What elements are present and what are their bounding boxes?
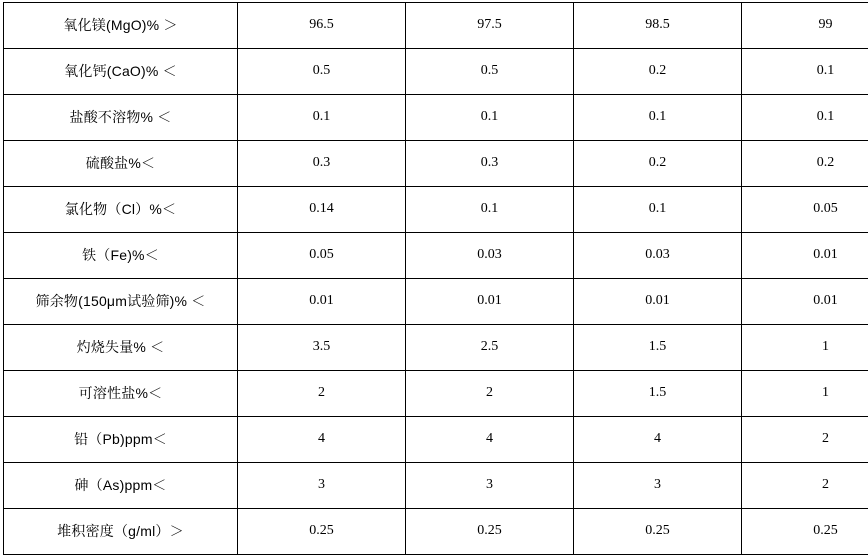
row-value: 97.5 [406, 3, 574, 49]
row-value: 0.1 [406, 187, 574, 233]
row-value: 0.5 [406, 49, 574, 95]
row-value: 0.01 [742, 279, 868, 325]
row-value: 0.25 [574, 509, 742, 555]
table-row [4, 463, 868, 509]
row-label: 灼烧失量% ＜ [4, 325, 238, 371]
row-value: 0.3 [406, 141, 574, 187]
row-value: 96.5 [238, 3, 406, 49]
row-value: 0.03 [406, 233, 574, 279]
table-row [4, 187, 868, 233]
row-value: 4 [406, 417, 574, 463]
row-value: 0.01 [574, 279, 742, 325]
row-value: 4 [238, 417, 406, 463]
row-label: 筛余物(150μm试验筛)% ＜ [4, 279, 238, 325]
row-value: 4 [574, 417, 742, 463]
row-value: 3.5 [238, 325, 406, 371]
row-value: 0.25 [742, 509, 868, 555]
table-row [4, 233, 868, 279]
row-label: 可溶性盐%＜ [4, 371, 238, 417]
row-value: 0.2 [574, 141, 742, 187]
row-label: 砷（As)ppm＜ [4, 463, 238, 509]
row-value: 1 [742, 325, 868, 371]
row-value: 2.5 [406, 325, 574, 371]
row-value: 1 [742, 371, 868, 417]
table-row [4, 371, 868, 417]
row-label: 氯化物（Cl）%＜ [4, 187, 238, 233]
row-value: 0.1 [238, 95, 406, 141]
row-value: 0.2 [742, 141, 868, 187]
row-value: 3 [574, 463, 742, 509]
row-label: 铅（Pb)ppm＜ [4, 417, 238, 463]
row-value: 2 [742, 463, 868, 509]
row-label: 堆积密度（g/ml）＞ [4, 509, 238, 555]
row-value: 0.3 [238, 141, 406, 187]
row-value: 0.1 [574, 187, 742, 233]
row-value: 3 [238, 463, 406, 509]
row-value: 2 [742, 417, 868, 463]
table-row [4, 417, 868, 463]
table-body [4, 3, 868, 555]
table-row [4, 49, 868, 95]
row-value: 98.5 [574, 3, 742, 49]
row-value: 0.01 [406, 279, 574, 325]
table-row [4, 325, 868, 371]
row-label: 氧化钙(CaO)% ＜ [4, 49, 238, 95]
row-value: 0.01 [742, 233, 868, 279]
row-value: 0.1 [742, 49, 868, 95]
row-value: 3 [406, 463, 574, 509]
row-value: 2 [238, 371, 406, 417]
table-row [4, 141, 868, 187]
table-row [4, 95, 868, 141]
table-row [4, 3, 868, 49]
row-value: 0.25 [406, 509, 574, 555]
row-label: 硫酸盐%＜ [4, 141, 238, 187]
row-value: 0.14 [238, 187, 406, 233]
row-value: 1.5 [574, 325, 742, 371]
row-value: 0.2 [574, 49, 742, 95]
row-label: 盐酸不溶物% ＜ [4, 95, 238, 141]
row-label: 铁（Fe)%＜ [4, 233, 238, 279]
specification-table [3, 2, 868, 555]
row-value: 2 [406, 371, 574, 417]
row-value: 0.1 [406, 95, 574, 141]
row-value: 0.03 [574, 233, 742, 279]
row-value: 0.01 [238, 279, 406, 325]
row-value: 1.5 [574, 371, 742, 417]
row-value: 0.1 [574, 95, 742, 141]
row-value: 0.25 [238, 509, 406, 555]
row-value: 0.1 [742, 95, 868, 141]
row-value: 0.5 [238, 49, 406, 95]
row-value: 0.05 [238, 233, 406, 279]
table-row [4, 509, 868, 555]
row-value: 0.05 [742, 187, 868, 233]
row-label: 氧化镁(MgO)% ＞ [4, 3, 238, 49]
row-value: 99 [742, 3, 868, 49]
table-row [4, 279, 868, 325]
